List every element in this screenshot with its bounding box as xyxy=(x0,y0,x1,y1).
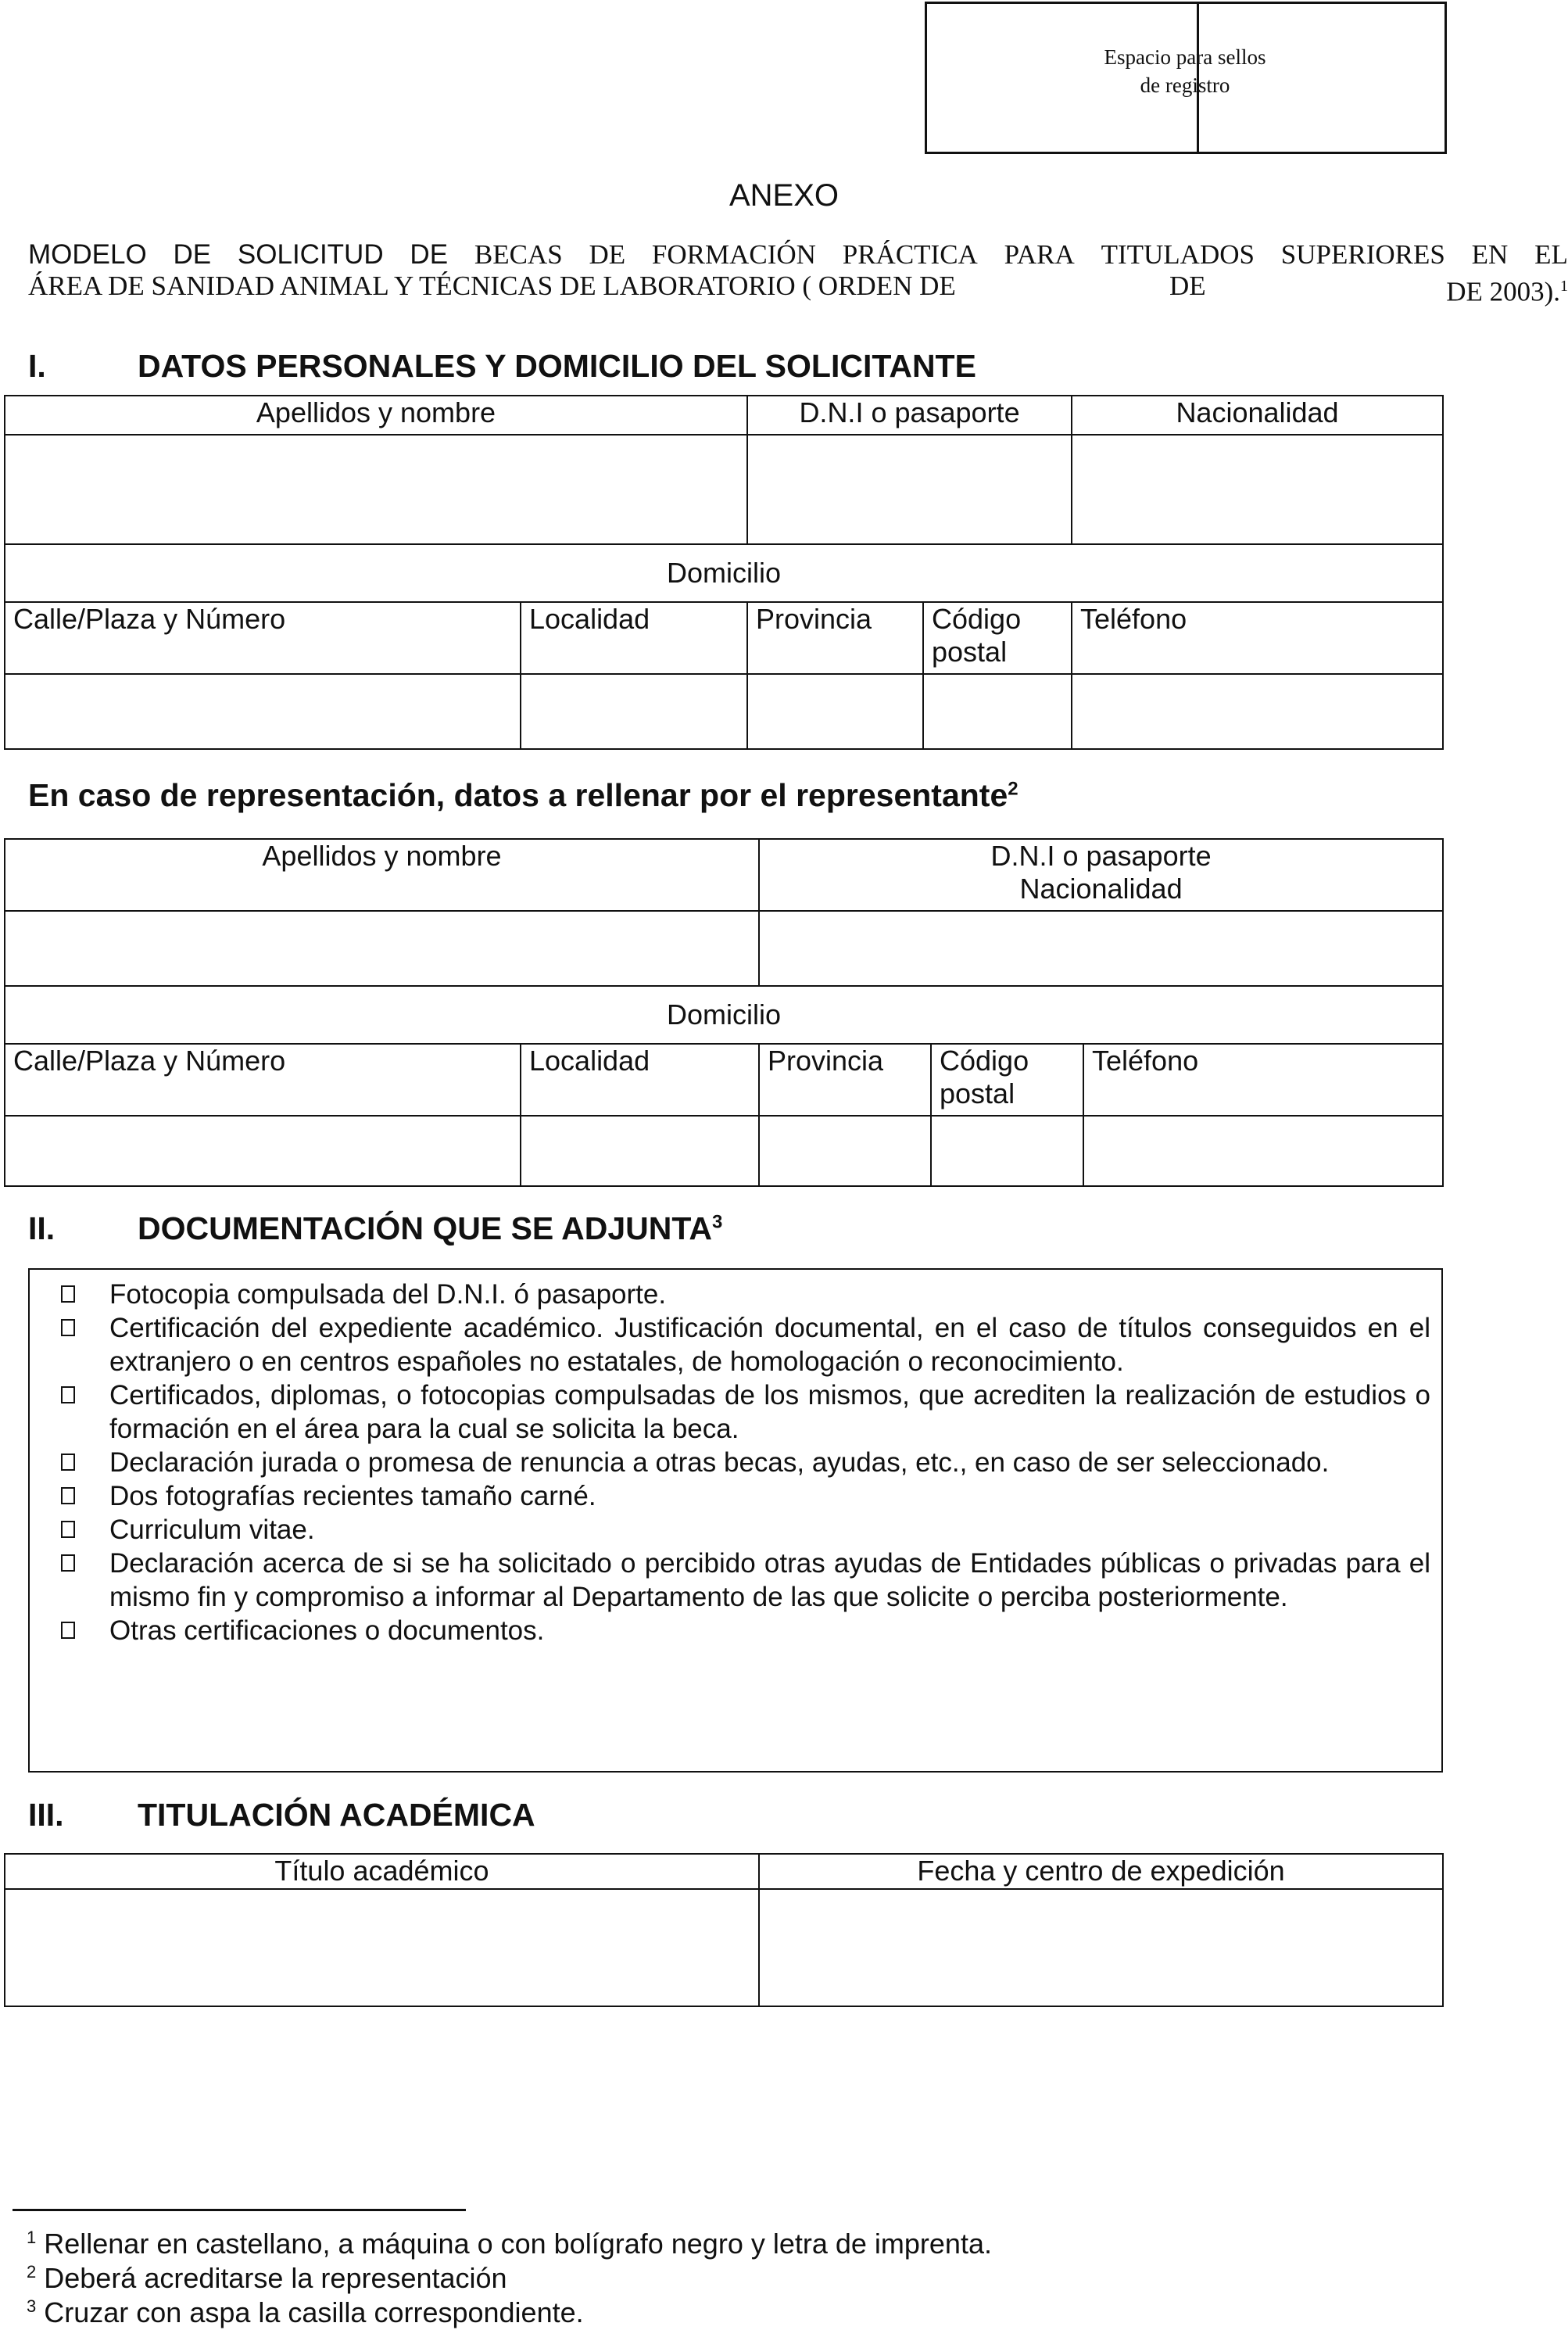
checkbox[interactable] xyxy=(61,1487,75,1504)
rep-dni-field[interactable] xyxy=(759,911,1443,986)
intro-word: PARA xyxy=(1004,239,1075,270)
intro-word: PRÁCTICA xyxy=(842,239,978,270)
checklist-item xyxy=(30,1446,1441,1479)
checklist-item xyxy=(30,1378,1441,1446)
intro-line-2 xyxy=(28,271,1568,308)
checklist-item-label: Declaración jurada o promesa de renuncia a otras becas, ayudas, etc., en caso de ser seleccionado. xyxy=(109,1447,1330,1478)
section-1-title: DATOS PERSONALES Y DOMICILIO DEL SOLICITANTE xyxy=(138,348,976,384)
checklist-item xyxy=(30,1479,1441,1513)
intro-word: DE xyxy=(410,239,449,270)
registry-stamp-box xyxy=(925,2,1447,154)
applicant-province-field[interactable] xyxy=(747,674,923,749)
footnote-3 xyxy=(27,2289,584,2330)
degree-date-center-field[interactable] xyxy=(759,1889,1443,2006)
intro-order-year: DE 2003). xyxy=(1446,276,1560,307)
applicant-dni-field[interactable] xyxy=(747,435,1072,544)
checkbox[interactable] xyxy=(61,1386,75,1403)
checkbox[interactable] xyxy=(61,1622,75,1639)
footnote-2-text: Deberá acreditarse la representación xyxy=(44,2262,507,2294)
rep-street-header: Calle/Plaza y Número xyxy=(5,1044,521,1116)
intro-word: EN xyxy=(1471,239,1509,270)
section-3-heading xyxy=(28,1797,535,1834)
rep-province-field[interactable] xyxy=(759,1116,931,1186)
checklist-item xyxy=(30,1547,1441,1614)
checklist-item xyxy=(30,1614,1441,1647)
checklist-item-label: Certificados, diplomas, o fotocopias compulsadas de los mismos, que acrediten la realización de estudios o formación en el área para la cual se solicita la beca. xyxy=(109,1380,1430,1444)
applicant-locality-field[interactable] xyxy=(521,674,747,749)
applicant-phone-header: Teléfono xyxy=(1072,602,1443,674)
rep-name-field[interactable] xyxy=(5,911,759,986)
checkbox[interactable] xyxy=(61,1521,75,1538)
degree-title-header: Título académico xyxy=(5,1854,759,1889)
section-3-title: TITULACIÓN ACADÉMICA xyxy=(138,1797,535,1833)
checklist-item-label: Fotocopia compulsada del D.N.I. ó pasaporte. xyxy=(109,1279,667,1310)
rep-province-header: Provincia xyxy=(759,1044,931,1116)
intro-word: DE xyxy=(589,239,626,270)
rep-postal-code-header: Código postal xyxy=(931,1044,1083,1116)
section-3-number: III. xyxy=(28,1797,64,1833)
rep-street-field[interactable] xyxy=(5,1116,521,1186)
footnote-3-mark: 3 xyxy=(27,2296,37,2316)
degree-title-field[interactable] xyxy=(5,1889,759,2006)
applicant-nationality-field[interactable] xyxy=(1072,435,1443,544)
stamp-label-line2: de registro xyxy=(1140,73,1230,97)
footnote-1-text: Rellenar en castellano, a máquina o con bolígrafo negro y letra de imprenta. xyxy=(44,2228,992,2260)
applicant-name-header: Apellidos y nombre xyxy=(5,396,747,435)
checklist-item-label: Otras certificaciones o documentos. xyxy=(109,1615,545,1646)
applicant-name-field[interactable] xyxy=(5,435,747,544)
intro-word: MODELO xyxy=(28,239,147,270)
representative-title: En caso de representación, datos a rellenar por el representante xyxy=(28,777,1008,813)
checklist-item-label: Dos fotografías recientes tamaño carné. xyxy=(109,1481,596,1511)
section-1-heading xyxy=(28,348,976,385)
section-2-heading xyxy=(28,1210,722,1247)
annex-title: ANEXO xyxy=(729,178,839,213)
applicant-postal-code-header: Código postal xyxy=(923,602,1072,674)
footnote-separator xyxy=(13,2209,466,2211)
rep-phone-field[interactable] xyxy=(1083,1116,1443,1186)
applicant-phone-field[interactable] xyxy=(1072,674,1443,749)
rep-domicile-header: Domicilio xyxy=(5,986,1443,1044)
applicant-domicile-header: Domicilio xyxy=(5,544,1443,602)
rep-phone-header: Teléfono xyxy=(1083,1044,1443,1116)
checklist-item xyxy=(30,1278,1441,1311)
checklist-item xyxy=(30,1311,1441,1378)
checkbox[interactable] xyxy=(61,1319,75,1336)
representative-heading xyxy=(28,777,1018,814)
checklist-item-label: Curriculum vitae. xyxy=(109,1514,315,1545)
stamp-label xyxy=(1052,43,1318,99)
footnote-ref-1: 1 xyxy=(1560,278,1568,295)
section-2-number: II. xyxy=(28,1210,55,1246)
intro-order-text: ÁREA DE SANIDAD ANIMAL Y TÉCNICAS DE LABORATORIO ( ORDEN DE xyxy=(28,271,956,301)
stamp-label-line1: Espacio para sellos xyxy=(1104,45,1266,69)
rep-nationality-header: Nacionalidad xyxy=(1019,873,1183,905)
footnote-3-text: Cruzar con aspa la casilla correspondiente. xyxy=(44,2296,584,2328)
section-1-number: I. xyxy=(28,348,46,384)
applicant-nationality-header: Nacionalidad xyxy=(1072,396,1443,435)
checklist-item-label: Certificación del expediente académico. Justificación documental, en el caso de títulos conseguidos en el extranjero o en centros españoles no estatales, de homologación o reconocimiento. xyxy=(109,1313,1430,1377)
intro-word: BECAS xyxy=(474,239,563,270)
rep-locality-field[interactable] xyxy=(521,1116,759,1186)
applicant-locality-header: Localidad xyxy=(521,602,747,674)
intro-word: SUPERIORES xyxy=(1280,239,1445,270)
applicant-province-header: Provincia xyxy=(747,602,923,674)
applicant-street-field[interactable] xyxy=(5,674,521,749)
footnote-ref-2: 2 xyxy=(1008,778,1018,800)
rep-locality-header: Localidad xyxy=(521,1044,759,1116)
rep-name-header: Apellidos y nombre xyxy=(5,839,759,911)
applicant-dni-header: D.N.I o pasaporte xyxy=(747,396,1072,435)
checkbox[interactable] xyxy=(61,1554,75,1572)
applicant-postal-code-field[interactable] xyxy=(923,674,1072,749)
rep-dni-header: D.N.I o pasaporte xyxy=(990,840,1212,872)
rep-postal-code-field[interactable] xyxy=(931,1116,1083,1186)
intro-word: TITULADOS xyxy=(1101,239,1255,270)
section-2-title: DOCUMENTACIÓN QUE SE ADJUNTA xyxy=(138,1210,712,1246)
footnote-1-mark: 1 xyxy=(27,2228,37,2247)
intro-word: SOLICITUD xyxy=(237,239,384,270)
rep-dni-nationality-header xyxy=(759,839,1443,911)
footnote-2-mark: 2 xyxy=(27,2262,37,2282)
applicant-data-table xyxy=(4,395,1444,750)
intro-word: DE xyxy=(173,239,212,270)
academic-degree-table xyxy=(4,1853,1444,2007)
intro-order-de: DE xyxy=(1169,271,1206,301)
checkbox[interactable] xyxy=(61,1454,75,1471)
representative-data-table xyxy=(4,838,1444,1187)
checkbox[interactable] xyxy=(61,1285,75,1303)
intro-word: FORMACIÓN xyxy=(651,239,816,270)
checklist-item-label: Declaración acerca de si se ha solicitado o percibido otras ayudas de Entidades públicas o privadas para el mismo fin y compromiso a informar al Departamento de las que solicite o perciba posteriormente. xyxy=(109,1548,1430,1612)
checklist-item xyxy=(30,1513,1441,1547)
footnote-ref-3: 3 xyxy=(711,1211,723,1233)
applicant-street-header: Calle/Plaza y Número xyxy=(5,602,521,674)
intro-word: EL xyxy=(1534,239,1568,270)
documents-checklist xyxy=(28,1268,1443,1773)
degree-date-center-header: Fecha y centro de expedición xyxy=(759,1854,1443,1889)
intro-line-1 xyxy=(28,239,1568,271)
form-intro xyxy=(28,239,1568,308)
